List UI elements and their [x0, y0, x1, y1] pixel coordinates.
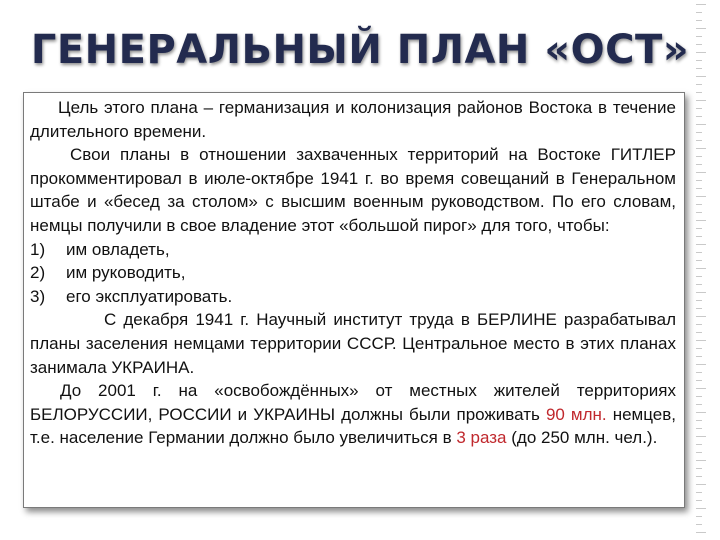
- decorative-dash: [696, 500, 702, 501]
- decorative-dash: [696, 380, 702, 381]
- list-number: 3): [30, 286, 46, 306]
- decorative-dash: [696, 388, 706, 389]
- decorative-dash: [696, 52, 706, 53]
- settlement-text-part2: немцев, т.е. население Германии должно было увеличиться в: [30, 404, 676, 448]
- decorative-dash: [696, 76, 706, 77]
- highlight-3-times: 3 раза: [456, 428, 507, 448]
- decorative-dash: [696, 140, 702, 141]
- decorative-dash: [696, 508, 706, 509]
- decorative-dash: [696, 84, 702, 85]
- decorative-dash: [696, 68, 702, 69]
- decorative-dash: [696, 324, 702, 325]
- decorative-dash: [696, 348, 702, 349]
- list-item: [30, 261, 676, 285]
- decorative-dash: [696, 204, 702, 205]
- decorative-dash: [696, 260, 702, 261]
- decorative-dash: [696, 4, 706, 5]
- decorative-dash: [696, 44, 702, 45]
- decorative-dash: [696, 172, 706, 173]
- decorative-dash: [696, 364, 706, 365]
- decorative-dash: [696, 180, 702, 181]
- decorative-dash: [696, 308, 702, 309]
- decorative-dash: [696, 292, 706, 293]
- decorative-dash: [696, 100, 706, 101]
- decorative-dash: [696, 444, 702, 445]
- decorative-dash: [696, 372, 702, 373]
- decorative-dash: [696, 452, 702, 453]
- decorative-dash: [696, 404, 702, 405]
- decorative-dash: [696, 212, 702, 213]
- settlement-text-part3: (до 250 млн. чел.).: [506, 428, 658, 448]
- decorative-dash: [696, 236, 702, 237]
- list-item: [30, 285, 676, 309]
- decorative-dash: [696, 20, 702, 21]
- list-text: им овладеть,: [66, 239, 170, 259]
- decorative-dash: [696, 156, 702, 157]
- decorative-dash: [696, 92, 702, 93]
- decorative-dash: [696, 468, 702, 469]
- decorative-dash: [696, 108, 702, 109]
- paragraph-settlement: [30, 379, 676, 450]
- numbered-list: [30, 238, 676, 309]
- decorative-dash: [696, 484, 706, 485]
- content-box: [23, 92, 685, 508]
- decorative-dash: [696, 164, 702, 165]
- decorative-dash: [696, 412, 706, 413]
- decorative-dash: [696, 124, 706, 125]
- decorative-dash: [696, 436, 706, 437]
- decorative-dash: [696, 460, 706, 461]
- decorative-dash: [696, 428, 702, 429]
- decorative-dash: [696, 228, 702, 229]
- decorative-dash: [696, 340, 706, 341]
- page-title: ГЕНЕРАЛЬНЫЙ ПЛАН «ОСТ»: [30, 27, 690, 73]
- decorative-dash: [696, 116, 702, 117]
- list-item: [30, 238, 676, 262]
- decorative-dash: [696, 332, 702, 333]
- decorative-dash: [696, 244, 706, 245]
- highlight-90-million: 90 млн.: [545, 404, 607, 424]
- decorative-edge: [696, 0, 712, 540]
- list-text: им руководить,: [66, 263, 186, 283]
- decorative-dash: [696, 420, 702, 421]
- list-number: 1): [30, 239, 46, 259]
- decorative-dash: [696, 132, 702, 133]
- decorative-dash: [696, 396, 702, 397]
- decorative-dash: [696, 356, 702, 357]
- decorative-dash: [696, 316, 706, 317]
- paragraph-goal: Цель этого плана – германизация и колонизация районов Востока в течение длительного времени.: [30, 98, 676, 141]
- decorative-dash: [696, 300, 702, 301]
- decorative-dash: [696, 28, 706, 29]
- list-number: 2): [30, 263, 46, 283]
- decorative-dash: [696, 148, 706, 149]
- settlement-text-part1: До 2001 г. на «освобождённых» от местных жителей территориях БЕЛОРУССИИ, РОССИИ и УКРАИНЫ должны были проживать: [30, 381, 676, 424]
- decorative-dash: [696, 252, 702, 253]
- decorative-dash: [696, 268, 706, 269]
- decorative-dash: [696, 516, 702, 517]
- decorative-dash: [696, 12, 702, 13]
- decorative-dash: [696, 196, 706, 197]
- decorative-dash: [696, 36, 702, 37]
- paragraph-hitler-plans: Свои планы в отношении захваченных территорий на Востоке ГИТЛЕР прокомментировал в июле-октябре 1941 г. во время совещаний в Генеральном штабе и «бесед за столом» с высшим военным руководством. По его словам, немцы получили в свое владение этот «большой пирог» для того, чтобы:: [30, 145, 676, 235]
- decorative-dash: [696, 220, 706, 221]
- decorative-dash: [696, 188, 702, 189]
- paragraph-berlin-institute: С декабря 1941 г. Научный институт труда в БЕРЛИНЕ разрабатывал планы заселения немцами территории СССР. Центральное место в этих планах занимала УКРАИНА.: [30, 310, 676, 377]
- decorative-dash: [696, 532, 706, 533]
- list-text: его эксплуатировать.: [66, 286, 233, 306]
- decorative-dash: [696, 276, 702, 277]
- decorative-dash: [696, 476, 702, 477]
- decorative-dash: [696, 492, 702, 493]
- decorative-dash: [696, 524, 702, 525]
- decorative-dash: [696, 284, 702, 285]
- decorative-dash: [696, 60, 702, 61]
